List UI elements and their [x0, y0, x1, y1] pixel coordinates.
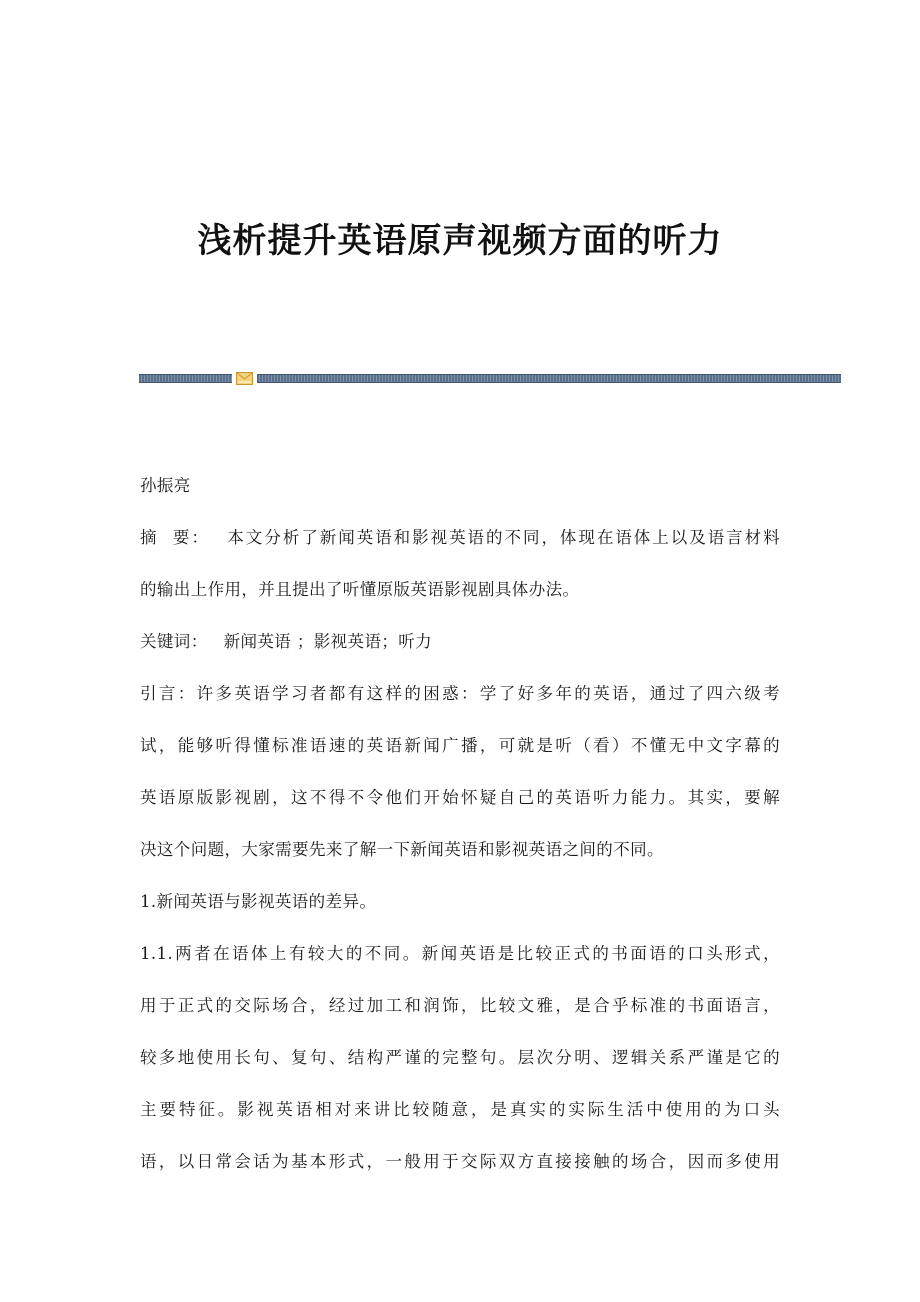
section-1-1-line-3: 较多地使用长句、复句、结构严谨的完整句。层次分明、逻辑关系严谨是它的	[140, 1048, 780, 1067]
page-title: 浅析提升英语原声视频方面的听力	[197, 221, 723, 261]
section-1-heading: 1.新闻英语与影视英语的差异。	[140, 892, 377, 911]
author-block	[140, 460, 780, 512]
intro-line-4: 决这个问题，大家需要先来了解一下新闻英语和影视英语之间的不同。	[140, 840, 664, 859]
abstract-line-1	[140, 512, 780, 564]
intro-line-3: 英语原版影视剧，这不得不令他们开始怀疑自己的英语听力能力。其实，要解	[140, 788, 780, 807]
section-1-heading-block	[140, 876, 780, 928]
abstract-line-2: 的输出上作用，并且提出了听懂原版英语影视剧具体办法。	[140, 580, 580, 599]
keywords-label: 关键词：	[140, 632, 208, 651]
section-1-1-line-4: 主要特征。影视英语相对来讲比较随意，是真实的实际生活中使用的为口头	[140, 1100, 780, 1119]
section-1-1-paragraph	[140, 928, 780, 1188]
divider-right	[257, 374, 841, 383]
author-name: 孙振亮	[140, 476, 191, 495]
keywords-text: 新闻英语 ；影视英语；听力	[223, 632, 433, 651]
section-1-1-line-5: 语，以日常会话为基本形式，一般用于交际双方直接接触的场合，因而多使用	[140, 1152, 780, 1171]
intro-paragraph	[140, 668, 780, 876]
section-1-1-line-2: 用于正式的交际场合，经过加工和润饰，比较文雅，是合乎标准的书面语言，	[140, 996, 780, 1015]
intro-line-2: 试，能够听得懂标准语速的英语新闻广播，可就是听（看）不懂无中文字幕的	[140, 736, 780, 755]
section-1-1-line-1: 1.1.两者在语体上有较大的不同。新闻英语是比较正式的书面语的口头形式，	[140, 944, 780, 963]
abstract-label: 摘 要：	[140, 528, 210, 547]
keywords-line	[140, 616, 780, 668]
envelope-ornament-icon	[236, 372, 253, 385]
intro-line-1: 引言：许多英语学习者都有这样的困惑：学了好多年的英语，通过了四六级考	[140, 684, 780, 703]
keywords-block	[140, 616, 780, 668]
abstract-block	[140, 512, 780, 616]
abstract-text-1: 本文分析了新闻英语和影视英语的不同，体现在语体上以及语言材料	[225, 528, 781, 547]
divider-left	[139, 374, 232, 383]
